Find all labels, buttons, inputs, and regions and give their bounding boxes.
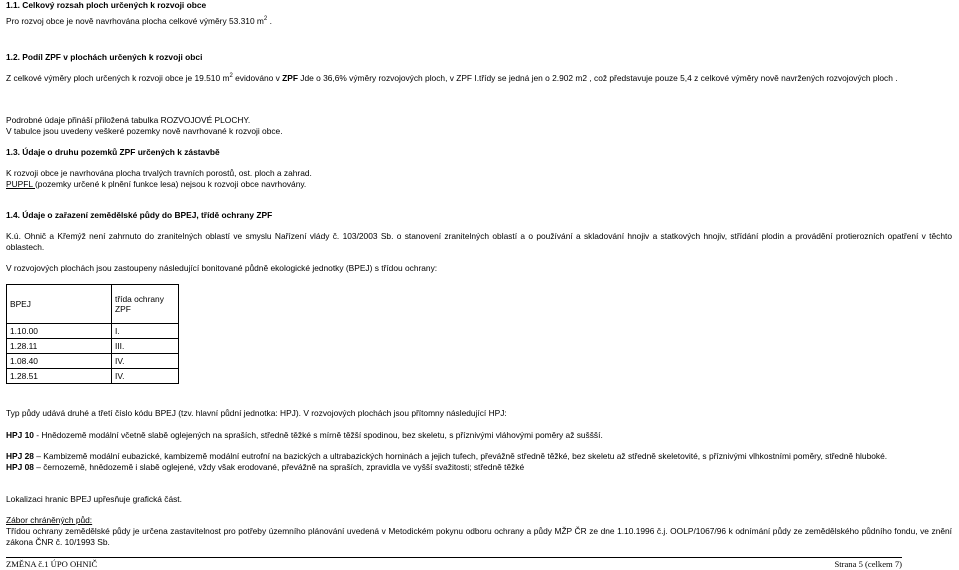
cell-trida: IV. [112, 354, 179, 369]
paragraph-1-2-zpf: Z celkové výměry ploch určených k rozvoji obce je 19.510 $m^2$ evidováno v ZPF Jde o 36,6% výměry rozvojových ploch, v ZPF I.třídy se jedná jen o 2.902 m2 , což představuje pouze 5,4 z celkové výměry nově navržených rozvojových ploch . [6, 73, 898, 83]
cell-bpej: 1.08.40 [7, 354, 112, 369]
paragraph-hpj-28: HPJ 28 – Kambizemě modální eubazické, kambizemě modální eutrofní na bazických a ultrabazických horninách a jejich tufech, převážně středně těžké, bez skeletu až středně skeletovité, s příznivými vlhkostními poměry, středně hluboké. [6, 451, 888, 461]
table-row [7, 324, 179, 339]
header-trida: třída ochrany ZPF [112, 285, 179, 324]
paragraph-1-3-pupfl: PUPFL (pozemky určené k plnění funkce lesa) nejsou k rozvoji obce navrhovány. [6, 179, 307, 189]
heading-zabor: Zábor chráněných půd: [6, 515, 93, 525]
heading-1-1: 1.1. Celkový rozsah ploch určených k rozvoji obce [6, 0, 207, 10]
cell-bpej: 1.28.51 [7, 369, 112, 384]
cell-trida: I. [112, 324, 179, 339]
paragraph-hpj-08: HPJ 08 – černozemě, hnědozemě i slabě oglejené, vždy však erodované, převážně na spraších, zpravidla ve vyšší svažitosti; středně těžké [6, 462, 525, 472]
paragraph-1-1: Pro rozvoj obce je nově navrhována plocha celkové výměry 53.310 $m^2$ . [6, 16, 272, 26]
cell-trida: III. [112, 339, 179, 354]
paragraph-hpj-10: HPJ 10 - Hnědozemě modální včetně slabě oglejených na spraších, středně těžké s mírně těžší spodinou, bez skeletu, s příznivými vláhovými poměry až suššší. [6, 430, 603, 440]
table-row [7, 369, 179, 384]
footer-title: ZMĚNA č.1 ÚPO OHNIČ [6, 559, 98, 569]
paragraph-1-2-table-desc: V tabulce jsou uvedeny veškeré pozemky nově navrhované k rozvoji obce. [6, 126, 283, 136]
paragraph-zabor: Třídou ochrany zemědělské půdy je určena zastavitelnost pro potřeby územního plánování uvedená v Metodickém pokynu odboru ochrany a půdy MŽP ČR ze dne 1.10.1996 č.j. OOLP/1067/96 k odnímání půdy ze zemědělského půdního fondu, ve znění zákona ČNR č. 10/1993 Sb. [6, 526, 952, 547]
cell-bpej: 1.28.11 [7, 339, 112, 354]
table-row [7, 354, 179, 369]
page-footer [6, 557, 902, 569]
heading-1-4: 1.4. Údaje o zařazení zemědělské půdy do BPEJ, třídě ochrany ZPF [6, 210, 273, 220]
heading-1-3: 1.3. Údaje o druhu pozemků ZPF určených k zástavbě [6, 147, 220, 157]
bpej-table [6, 284, 179, 384]
paragraph-1-4-bpej: V rozvojových plochách jsou zastoupeny následující bonitované půdně ekologické jednotky (BPEJ) s třídou ochrany: [6, 263, 438, 273]
paragraph-1-3-plocha: K rozvoji obce je navrhována plocha trvalých travních porostů, ost. ploch a zahrad. [6, 168, 312, 178]
header-bpej: BPEJ [7, 285, 112, 324]
heading-1-2: 1.2. Podíl ZPF v plochách určených k rozvoji obci [6, 52, 203, 62]
cell-trida: IV. [112, 369, 179, 384]
paragraph-lokalizace: Lokalizaci hranic BPEJ upřesňuje grafická část. [6, 494, 182, 504]
cell-bpej: 1.10.00 [7, 324, 112, 339]
paragraph-1-2-table-ref: Podrobné údaje přináší přiložená tabulka ROZVOJOVÉ PLOCHY. [6, 115, 251, 125]
table-header-row [7, 285, 179, 324]
paragraph-1-4-zranitelne: K.ú. Ohnič a Křemýž není zahrnuto do zranitelných oblastí ve smyslu Nařízení vlády č. 103/2003 Sb. o stanovení zranitelných oblastí a o používání a skladování hnojiv a statkových hnojiv, střídání plodin a provádění protierozních opatření v těchto oblastech. [6, 231, 952, 252]
paragraph-hpj-intro: Typ půdy udává druhé a třetí číslo kódu BPEJ (tzv. hlavní půdní jednotka: HPJ). V rozvojových plochách jsou přítomny následující HPJ: [6, 408, 507, 418]
footer-page-number: Strana 5 (celkem 7) [834, 559, 902, 569]
table-row [7, 339, 179, 354]
